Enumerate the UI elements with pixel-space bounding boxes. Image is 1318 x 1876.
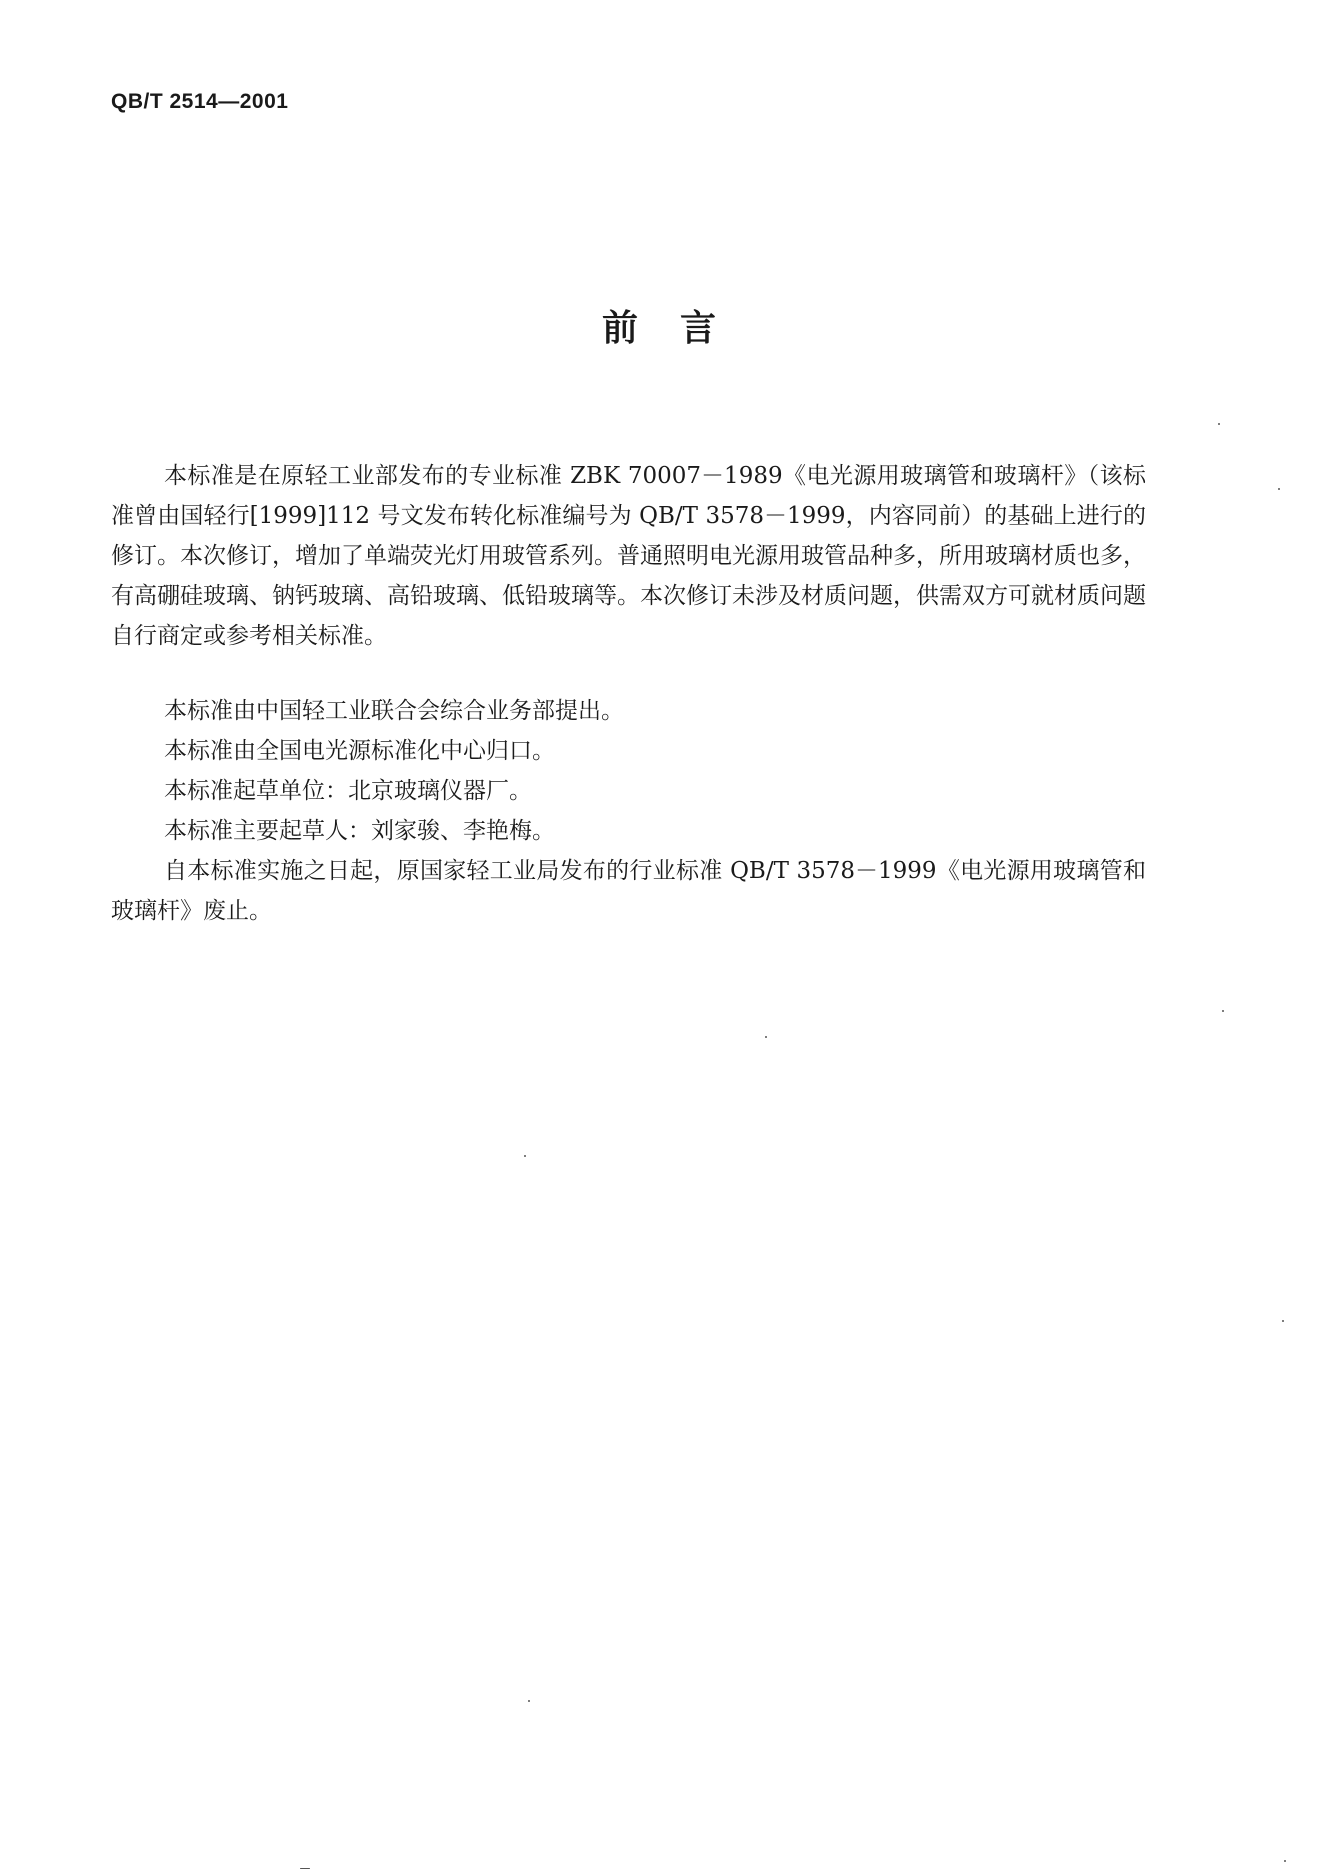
paragraph-drafters: 本标准主要起草人：刘家骏、李艳梅。 — [164, 818, 555, 844]
paragraph-supersession: 自本标准实施之日起，原国家轻工业局发布的行业标准 QB/T 3578－1999《电光源用玻璃管和玻璃杆》废止。 — [111, 858, 1146, 924]
paragraph-drafting-unit: 本标准起草单位：北京玻璃仪器厂。 — [164, 778, 532, 804]
paragraph-proposer: 本标准由中国轻工业联合会综合业务部提出。 — [164, 698, 624, 724]
scan-speck — [1282, 1320, 1284, 1322]
scan-speck — [1218, 423, 1220, 425]
scan-speck — [524, 1155, 526, 1157]
section-title: 前言 — [601, 308, 758, 349]
scan-speck — [300, 1868, 310, 1869]
scan-speck — [1222, 1010, 1224, 1012]
scan-speck — [765, 1036, 767, 1038]
scan-speck — [1284, 1860, 1286, 1862]
paragraph-intro: 本标准是在原轻工业部发布的专业标准 ZBK 70007－1989《电光源用玻璃管和玻璃杆》（该标准曾由国轻行[1999]112 号文发布转化标准编号为 QB/T 3578－1999，内容同前）的基础上进行的修订。本次修订，增加了单端荧光灯用玻管系列。普通照明电光源用玻管品种多，所用玻璃材质也多，有高硼硅玻璃、钠钙玻璃、高铅玻璃、低铅玻璃等。本次修订未涉及材质问题，供需双方可就材质问题自行商定或参考相关标准。 — [111, 463, 1146, 649]
paragraph-administrator: 本标准由全国电光源标准化中心归口。 — [164, 738, 555, 764]
document-code: QB/T 2514—2001 — [111, 90, 289, 113]
scan-speck — [1278, 488, 1280, 490]
scan-speck — [528, 1700, 530, 1702]
paragraph-group — [111, 691, 1146, 931]
